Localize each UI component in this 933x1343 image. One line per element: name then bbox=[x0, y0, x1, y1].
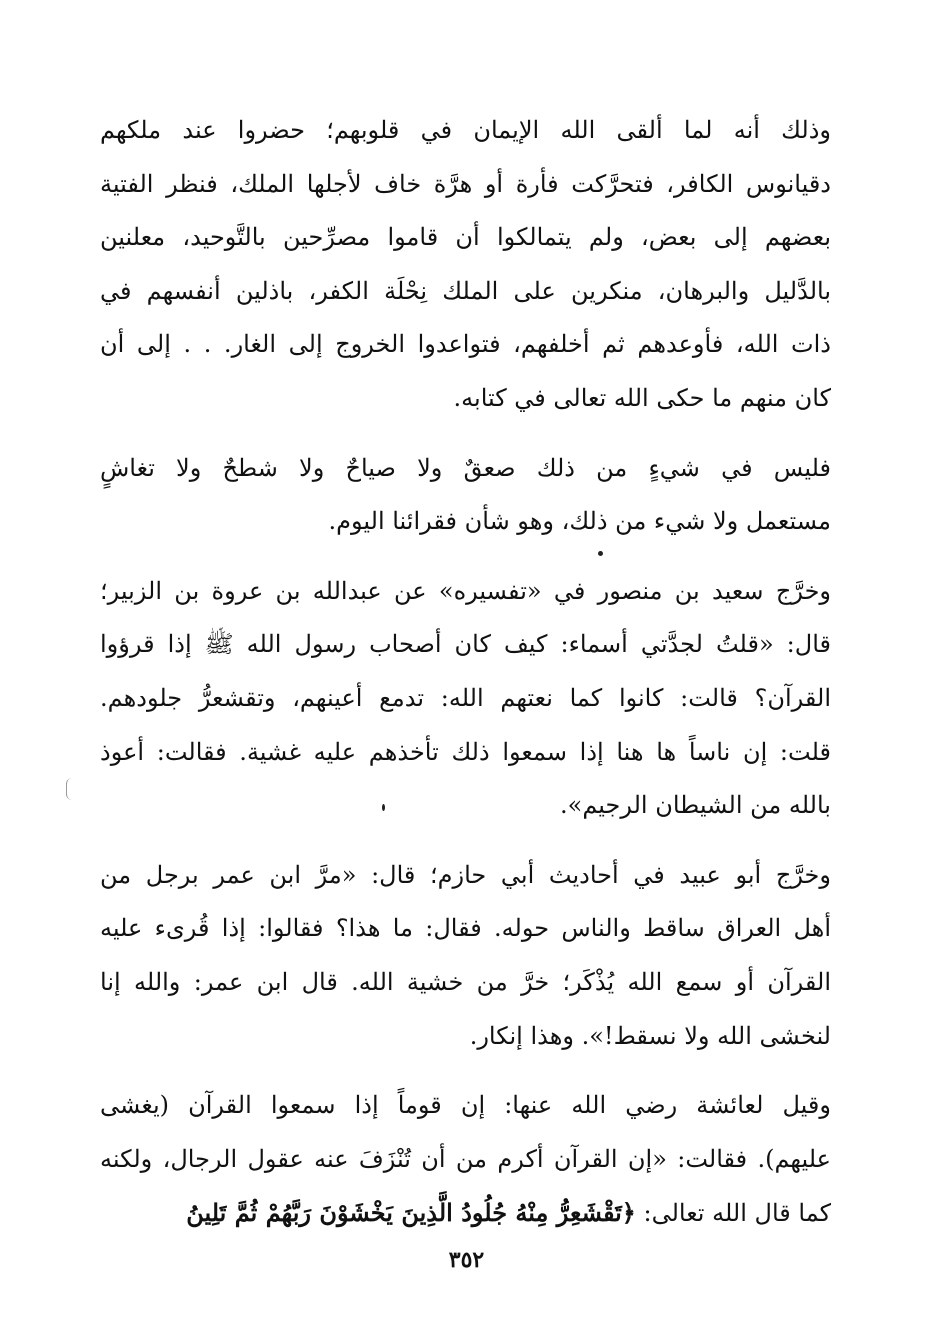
text-line: وذلك أنه لما ألقى الله الإيمان في قلوبهم؛ حضروا عند ملكهم bbox=[100, 116, 831, 144]
text-line: فليس في شيءٍ من ذلك صعقٌ ولا صياحٌ ولا شطحٌ ولا تغاشٍ bbox=[100, 453, 831, 482]
paragraph bbox=[100, 442, 831, 549]
text-line-with-quran bbox=[100, 1186, 831, 1240]
text-line: عليهم). فقالت: «إن القرآن أكرم من أن تُنْزَفَ عنه عقول الرجال، ولكنه bbox=[100, 1144, 831, 1173]
text-line: وقيل لعائشة رضي الله عنها: إن قوماً إذا سمعوا القرآن (يغشى bbox=[100, 1091, 831, 1120]
text-line: قلت: إن ناساً ها هنا إذا سمعوا ذلك تأخذهم عليه غشية. فقالت: أعوذ bbox=[100, 737, 831, 766]
paragraph-gap bbox=[100, 1063, 831, 1079]
text-line: دقيانوس الكافر، فتحرَّكت فأرة أو هرَّة خاف لأجلها الملك، فنظر الفتية bbox=[100, 169, 831, 198]
text-line: كان منهم ما حكى الله تعالى في كتابه. bbox=[453, 383, 831, 412]
page-body bbox=[100, 104, 831, 1240]
print-speck bbox=[382, 804, 385, 811]
margin-mark bbox=[66, 778, 73, 800]
text-segment: كما قال الله تعالى: bbox=[635, 1199, 831, 1228]
text-line: وخرَّج أبو عبيد في أحاديث أبي حازم؛ قال: «مرَّ ابن عمر برجل من bbox=[100, 860, 831, 889]
paragraph bbox=[100, 1079, 831, 1240]
text-line: لنخشى الله ولا نسقط!». وهذا إنكار. bbox=[469, 1021, 831, 1050]
text-line: قال: «قلتُ لجدَّتي أسماء: كيف كان أصحاب رسول الله ﷺ إذا قرؤوا bbox=[100, 630, 831, 659]
text-line: القرآن؟ قالت: كانوا كما نعتهم الله: تدمع أعينهم، وتقشعرُّ جلودهم. bbox=[100, 683, 831, 712]
paragraph-gap bbox=[100, 833, 831, 849]
page-number: ٣٥٢ bbox=[448, 1247, 485, 1273]
text-line: مستعمل ولا شيء من ذلك، وهو شأن فقرائنا اليوم. bbox=[328, 507, 831, 536]
quran-verse: ﴿تَقْشَعِرُّ مِنْهُ جُلُودُ الَّذِينَ يَخْشَوْنَ رَبَّهُمْ ثُمَّ تَلِينُ bbox=[186, 1198, 636, 1228]
paragraph bbox=[100, 565, 831, 833]
text-line: القرآن أو سمع الله يُذْكَر؛ خرَّ من خشية الله. قال ابن عمر: والله إنا bbox=[100, 967, 831, 996]
paragraph bbox=[100, 104, 831, 426]
text-line: بالله من الشيطان الرجيم». bbox=[560, 791, 831, 820]
print-speck bbox=[598, 551, 603, 556]
paragraph-gap bbox=[100, 426, 831, 442]
text-line: بالدَّليل والبرهان، منكرين على الملك نِحْلَة الكفر، باذلين أنفسهم في bbox=[100, 276, 831, 305]
paragraph-gap bbox=[100, 549, 831, 565]
text-line: أهل العراق ساقط والناس حوله. فقال: ما هذا؟ فقالوا: إذا قُرىء عليه bbox=[100, 914, 831, 943]
paragraph bbox=[100, 849, 831, 1063]
text-line: بعضهم إلى بعض، ولم يتمالكوا أن قاموا مصرِّحين بالتَّوحيد، معلنين bbox=[100, 223, 831, 252]
text-line: وخرَّج سعيد بن منصور في «تفسيره» عن عبدالله بن عروة بن الزبير؛ bbox=[100, 576, 831, 605]
text-line: ذات الله، فأوعدهم ثم أخلفهم، فتواعدوا الخروج إلى الغار. . . إلى أن bbox=[100, 330, 831, 359]
